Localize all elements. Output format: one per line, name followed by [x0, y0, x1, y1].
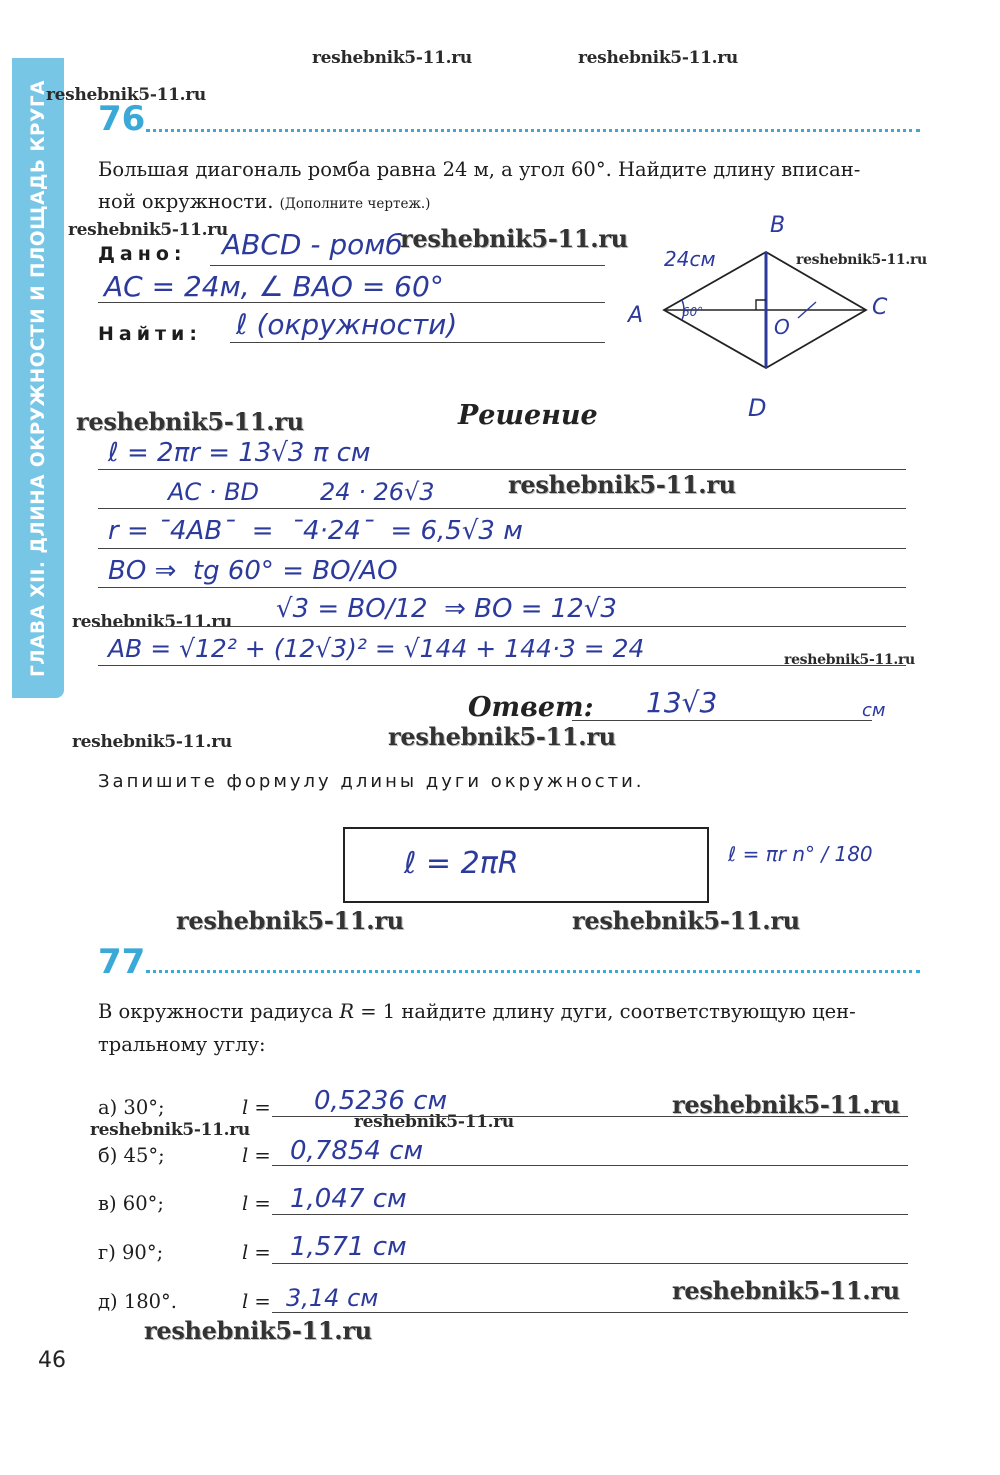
watermark: reshebnik5-11.ru — [144, 1316, 372, 1345]
item-label: а) 30°; — [98, 1096, 165, 1119]
watermark: reshebnik5-11.ru — [672, 1276, 900, 1305]
item-label: д) 180°. — [98, 1290, 177, 1313]
watermark: reshebnik5-11.ru — [578, 48, 738, 68]
find-1: ℓ (окружности) — [236, 308, 458, 341]
rule-line — [272, 1312, 908, 1313]
item-value: 0,5236 см — [314, 1086, 448, 1116]
item-value: 0,7854 см — [290, 1136, 424, 1166]
item-label: г) 90°; — [98, 1241, 164, 1264]
rule-line — [98, 508, 906, 509]
l-label: l = — [242, 1241, 271, 1264]
watermark: reshebnik5-11.ru — [354, 1112, 514, 1132]
rhombus-figure — [620, 210, 910, 430]
l-label: l = — [242, 1096, 271, 1119]
dotted-separator — [146, 970, 920, 973]
formula-box-value: ℓ = 2πR — [404, 846, 519, 881]
watermark: reshebnik5-11.ru — [388, 722, 616, 751]
rule-line — [272, 1214, 908, 1215]
watermark: reshebnik5-11.ru — [572, 906, 800, 935]
problem-76-text-line2: ной окружности. (Дополните чертеж.) — [98, 190, 431, 213]
watermark: reshebnik5-11.ru — [72, 732, 232, 752]
solution-line-4: √3 = BO/12 ⇒ BO = 12√3 — [276, 594, 617, 624]
rule-line — [230, 342, 605, 343]
given-label: Дано: — [98, 243, 187, 265]
watermark: reshebnik5-11.ru — [508, 470, 736, 499]
figure-note: (Дополните чертеж.) — [279, 196, 431, 212]
answer-label: Ответ: — [468, 692, 594, 723]
problem-number-77: 77 — [98, 942, 146, 982]
label-c: C — [872, 295, 888, 320]
problem-76-text-line1: Большая диагональ ромба равна 24 м, а угол 60°. Найдите длину вписан- — [98, 158, 861, 181]
rule-line — [98, 665, 906, 666]
rule-line — [98, 626, 906, 627]
rule-line — [272, 1116, 908, 1117]
label-a: A — [628, 303, 644, 328]
item-label: в) 60°; — [98, 1192, 164, 1215]
watermark: reshebnik5-11.ru — [176, 906, 404, 935]
find-label: Найти: — [98, 323, 202, 345]
answer-unit: см — [862, 700, 886, 721]
solution-line-2-numerator: AC · BD 24 · 26√3 — [168, 478, 435, 506]
watermark: reshebnik5-11.ru — [672, 1090, 900, 1119]
rule-line — [572, 720, 872, 721]
item-value: 1,047 см — [290, 1184, 407, 1214]
page-number: 46 — [38, 1348, 66, 1373]
rule-line — [98, 587, 906, 588]
dotted-separator — [146, 129, 920, 132]
rule-line — [272, 1263, 908, 1264]
chapter-side-text: ГЛАВА XII. ДЛИНА ОКРУЖНОСТИ И ПЛОЩАДЬ КРУГА — [27, 79, 49, 677]
item-value: 3,14 см — [286, 1284, 379, 1312]
formula-prompt: Запишите формулу длины дуги окружности. — [98, 771, 645, 792]
given-1: ABCD - ромб — [222, 228, 403, 261]
watermark: reshebnik5-11.ru — [68, 220, 228, 240]
watermark: reshebnik5-11.ru — [90, 1120, 250, 1140]
label-d: D — [748, 394, 767, 422]
solution-line-3: BO ⇒ tg 60° = BO/AO — [108, 556, 398, 586]
l-label: l = — [242, 1290, 271, 1313]
solution-line-1: ℓ = 2πr = 13√3 π см — [108, 438, 371, 468]
label-o: O — [774, 315, 790, 339]
rule-line — [210, 265, 605, 266]
watermark: reshebnik5-11.ru — [76, 407, 304, 436]
l-label: l = — [242, 1192, 271, 1215]
label-angle: 60° — [682, 305, 704, 319]
formula-box — [343, 827, 709, 903]
item-label: б) 45°; — [98, 1144, 165, 1167]
watermark: reshebnik5-11.ru — [784, 652, 915, 668]
formula-side-note: ℓ = πr n° / 180 — [728, 842, 873, 866]
solution-line-5: AB = √12² + (12√3)² = √144 + 144·3 = 24 — [108, 634, 645, 663]
label-side: 24см — [664, 247, 716, 271]
problem-number-76: 76 — [98, 99, 146, 139]
solution-line-2: r = ¯4AB¯ = ¯4·24¯ = 6,5√3 м — [108, 516, 523, 546]
rule-line — [98, 469, 906, 470]
given-2: AC = 24м, ∠ BAO = 60° — [104, 270, 444, 303]
solution-title: Решение — [458, 400, 598, 431]
watermark: reshebnik5-11.ru — [72, 612, 232, 632]
label-b: B — [770, 213, 786, 238]
problem-77-text-line2: тральному углу: — [98, 1033, 266, 1056]
answer-value: 13√3 — [646, 686, 718, 719]
watermark: reshebnik5-11.ru — [796, 252, 927, 268]
watermark: reshebnik5-11.ru — [312, 48, 472, 68]
problem-77-text-line1: В окружности радиуса R = 1 найдите длину дуги, соответствующую цен- — [98, 1000, 856, 1023]
item-value: 1,571 см — [290, 1232, 407, 1262]
l-label: l = — [242, 1144, 271, 1167]
watermark: reshebnik5-11.ru — [46, 85, 206, 105]
rule-line — [98, 548, 906, 549]
watermark: reshebnik5-11.ru — [400, 224, 628, 253]
